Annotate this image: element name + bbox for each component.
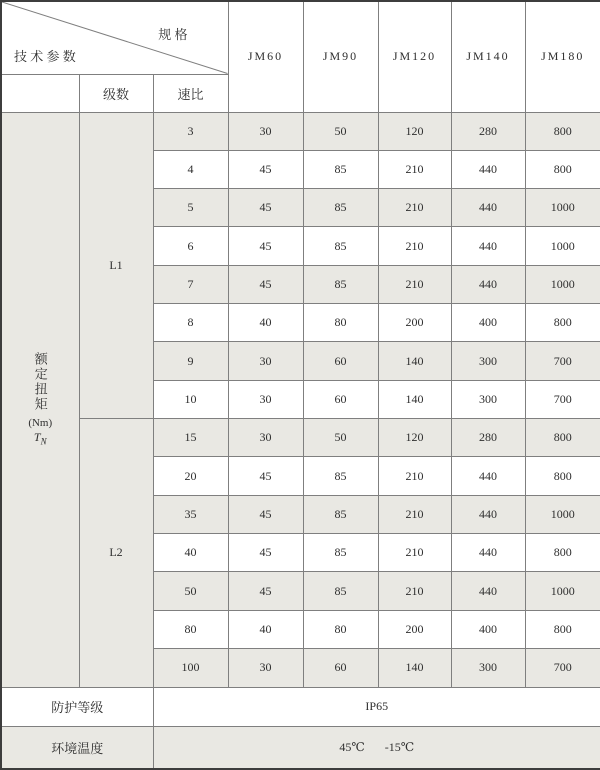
value-cell: 200 bbox=[378, 610, 451, 648]
value-cell: 45 bbox=[228, 189, 303, 227]
value-cell: 85 bbox=[303, 534, 378, 572]
spec-label: 规 格 bbox=[158, 27, 188, 42]
model-header-jm120: JM120 bbox=[378, 1, 451, 112]
value-cell: 30 bbox=[228, 112, 303, 150]
value-cell: 85 bbox=[303, 572, 378, 610]
value-cell: 800 bbox=[525, 610, 600, 648]
ratio-column-header: 速比 bbox=[153, 74, 228, 112]
torque-unit-label: (Nm) bbox=[28, 417, 53, 430]
value-cell: 30 bbox=[228, 649, 303, 687]
protection-grade-row bbox=[1, 687, 600, 726]
value-cell: 700 bbox=[525, 380, 600, 418]
value-cell: 440 bbox=[451, 150, 525, 188]
value-cell: 280 bbox=[451, 419, 525, 457]
value-cell: 85 bbox=[303, 265, 378, 303]
value-cell: 45 bbox=[228, 534, 303, 572]
value-cell: 800 bbox=[525, 534, 600, 572]
model-header-jm90: JM90 bbox=[303, 1, 378, 112]
value-cell: 85 bbox=[303, 150, 378, 188]
protection-grade-label: 防护等级 bbox=[1, 687, 153, 726]
value-cell: 80 bbox=[303, 304, 378, 342]
value-cell: 400 bbox=[451, 610, 525, 648]
value-cell: 140 bbox=[378, 342, 451, 380]
value-cell: 800 bbox=[525, 112, 600, 150]
value-cell: 300 bbox=[451, 380, 525, 418]
value-cell: 440 bbox=[451, 265, 525, 303]
value-cell: 440 bbox=[451, 572, 525, 610]
rated-torque-header-cell bbox=[1, 112, 79, 687]
value-cell: 45 bbox=[228, 457, 303, 495]
ratio-cell: 40 bbox=[153, 534, 228, 572]
value-cell: 200 bbox=[378, 304, 451, 342]
value-cell: 440 bbox=[451, 495, 525, 533]
value-cell: 300 bbox=[451, 649, 525, 687]
ambient-temperature-value bbox=[153, 726, 600, 769]
value-cell: 440 bbox=[451, 534, 525, 572]
ratio-cell: 20 bbox=[153, 457, 228, 495]
table-row bbox=[1, 112, 600, 150]
temperature-high: 45℃ bbox=[339, 739, 365, 754]
value-cell: 50 bbox=[303, 112, 378, 150]
value-cell: 45 bbox=[228, 265, 303, 303]
value-cell: 210 bbox=[378, 457, 451, 495]
value-cell: 140 bbox=[378, 649, 451, 687]
value-cell: 45 bbox=[228, 227, 303, 265]
value-cell: 210 bbox=[378, 572, 451, 610]
value-cell: 45 bbox=[228, 572, 303, 610]
value-cell: 40 bbox=[228, 304, 303, 342]
ratio-cell: 5 bbox=[153, 189, 228, 227]
value-cell: 45 bbox=[228, 495, 303, 533]
value-cell: 300 bbox=[451, 342, 525, 380]
value-cell: 85 bbox=[303, 495, 378, 533]
value-cell: 60 bbox=[303, 342, 378, 380]
table-row bbox=[1, 419, 600, 457]
value-cell: 280 bbox=[451, 112, 525, 150]
ratio-cell: 8 bbox=[153, 304, 228, 342]
value-cell: 800 bbox=[525, 150, 600, 188]
value-cell: 700 bbox=[525, 649, 600, 687]
value-cell: 210 bbox=[378, 189, 451, 227]
ratio-cell: 7 bbox=[153, 265, 228, 303]
value-cell: 40 bbox=[228, 610, 303, 648]
value-cell: 210 bbox=[378, 265, 451, 303]
value-cell: 440 bbox=[451, 189, 525, 227]
value-cell: 400 bbox=[451, 304, 525, 342]
ratio-cell: 80 bbox=[153, 610, 228, 648]
ambient-temperature-label: 环境温度 bbox=[1, 726, 153, 769]
ratio-cell: 6 bbox=[153, 227, 228, 265]
value-cell: 210 bbox=[378, 227, 451, 265]
value-cell: 1000 bbox=[525, 495, 600, 533]
value-cell: 30 bbox=[228, 419, 303, 457]
value-cell: 210 bbox=[378, 150, 451, 188]
rated-torque-label-group bbox=[2, 113, 79, 687]
value-cell: 50 bbox=[303, 419, 378, 457]
value-cell: 1000 bbox=[525, 189, 600, 227]
value-cell: 210 bbox=[378, 495, 451, 533]
tech-params-label: 技 术 参 数 bbox=[14, 49, 76, 64]
value-cell: 85 bbox=[303, 457, 378, 495]
stage-column-header: 级数 bbox=[79, 74, 153, 112]
ratio-cell: 4 bbox=[153, 150, 228, 188]
value-cell: 1000 bbox=[525, 572, 600, 610]
ratio-cell: 3 bbox=[153, 112, 228, 150]
value-cell: 60 bbox=[303, 649, 378, 687]
value-cell: 120 bbox=[378, 112, 451, 150]
stage-cell-l1: L1 bbox=[79, 112, 153, 419]
ratio-cell: 15 bbox=[153, 419, 228, 457]
model-header-jm60: JM60 bbox=[228, 1, 303, 112]
value-cell: 210 bbox=[378, 534, 451, 572]
value-cell: 60 bbox=[303, 380, 378, 418]
value-cell: 120 bbox=[378, 419, 451, 457]
ratio-cell: 10 bbox=[153, 380, 228, 418]
stage-cell-l2: L2 bbox=[79, 419, 153, 687]
ratio-cell: 35 bbox=[153, 495, 228, 533]
value-cell: 80 bbox=[303, 610, 378, 648]
protection-grade-value: IP65 bbox=[153, 687, 600, 726]
ratio-cell: 9 bbox=[153, 342, 228, 380]
torque-symbol: $T_N$ bbox=[33, 430, 47, 447]
value-cell: 45 bbox=[228, 150, 303, 188]
value-cell: 30 bbox=[228, 380, 303, 418]
value-cell: 1000 bbox=[525, 227, 600, 265]
value-cell: 800 bbox=[525, 304, 600, 342]
value-cell: 1000 bbox=[525, 265, 600, 303]
ratio-cell: 50 bbox=[153, 572, 228, 610]
value-cell: 85 bbox=[303, 189, 378, 227]
value-cell: 85 bbox=[303, 227, 378, 265]
temperature-low: -15℃ bbox=[384, 739, 415, 754]
value-cell: 440 bbox=[451, 227, 525, 265]
model-header-jm140: JM140 bbox=[451, 1, 525, 112]
ambient-temperature-row bbox=[1, 726, 600, 769]
value-cell: 700 bbox=[525, 342, 600, 380]
rated-torque-label: 额定扭矩 bbox=[32, 352, 48, 413]
value-cell: 800 bbox=[525, 419, 600, 457]
diagonal-header-cell bbox=[1, 1, 228, 74]
empty-subheader-cell bbox=[1, 74, 79, 112]
ratio-cell: 100 bbox=[153, 649, 228, 687]
value-cell: 140 bbox=[378, 380, 451, 418]
model-header-jm180: JM180 bbox=[525, 1, 600, 112]
value-cell: 440 bbox=[451, 457, 525, 495]
value-cell: 30 bbox=[228, 342, 303, 380]
value-cell: 800 bbox=[525, 457, 600, 495]
